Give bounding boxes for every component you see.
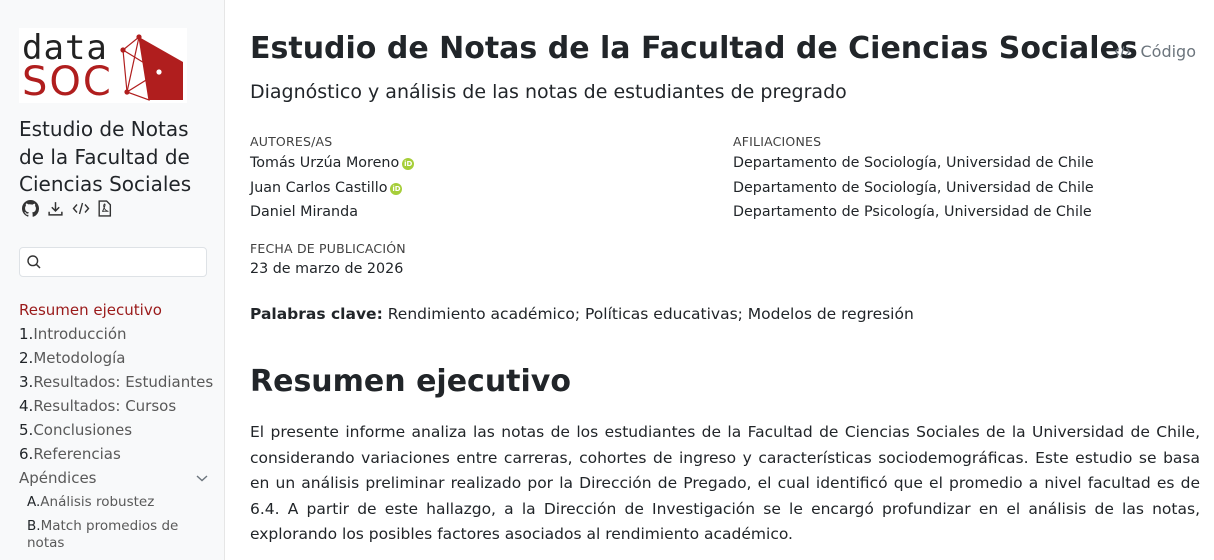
code-icon bbox=[1114, 42, 1136, 61]
toc-item-label: Resumen ejecutivo bbox=[19, 301, 162, 319]
toc-subitem-analisis-robustez[interactable] bbox=[19, 494, 209, 512]
toc-item-number: 2. bbox=[19, 349, 34, 367]
logo-word-bottom: SOC bbox=[22, 59, 113, 105]
sidebar-title[interactable]: Estudio de Notas de la Facultad de Ciencias Sociales bbox=[19, 117, 192, 196]
search-box[interactable] bbox=[19, 247, 207, 277]
date-header: FECHA DE PUBLICACIÓN bbox=[250, 241, 406, 256]
author-name-text: Tomás Urzúa Moreno bbox=[250, 155, 400, 171]
toc-item-label: Introducción bbox=[33, 325, 127, 343]
search-icon bbox=[26, 254, 42, 274]
toc-item-apendices[interactable] bbox=[19, 466, 209, 490]
affiliation: Departamento de Sociología, Universidad de Chile bbox=[733, 179, 1094, 196]
main-content bbox=[250, 0, 1200, 560]
sidebar bbox=[0, 0, 225, 560]
authors-block bbox=[250, 134, 414, 225]
section-paragraph: El presente informe analiza las notas de los estudiantes de la Facultad de Ciencias Sociales de la Universidad de Chile, considerando variaciones entre carreras, cohortes de ingreso y características sociodemográficas. Este estudio se basa en un análisis preliminar realizado por la Dirección de Pregado, el cual identificó que el promedio a nivel facultad es de 6.4. A partir de este hallazgo, a la Dirección de Investigación se le encargó profundizar en el análisis de las notas, explorando los posibles factores asociados al rendimiento académico. bbox=[250, 423, 1200, 543]
datasoc-logo[interactable] bbox=[19, 28, 187, 103]
table-of-contents bbox=[19, 298, 214, 553]
page-subtitle: Diagnóstico y análisis de las notas de estudiantes de pregrado bbox=[250, 81, 847, 103]
toc-item-label: Análisis robustez bbox=[40, 494, 155, 510]
orcid-icon[interactable]: iD bbox=[404, 160, 413, 168]
publication-date: 23 de marzo de 2026 bbox=[250, 261, 404, 277]
toc-item-label: Apéndices bbox=[19, 469, 97, 487]
code-button-label: Código bbox=[1140, 42, 1196, 61]
affiliation: Departamento de Sociología, Universidad de Chile bbox=[733, 155, 1094, 171]
toc-item-introduccion[interactable] bbox=[19, 322, 209, 346]
publication-date-block bbox=[250, 241, 406, 282]
logo-network-icon bbox=[119, 32, 185, 102]
orcid-icon[interactable]: iD bbox=[392, 184, 401, 193]
keywords-label: Palabras clave: bbox=[250, 305, 383, 323]
toc-item-resultados-estudiantes[interactable] bbox=[19, 370, 214, 394]
author-name-text: Juan Carlos Castillo bbox=[250, 179, 388, 196]
toc-item-number: 6. bbox=[19, 445, 34, 463]
toc-item-referencias[interactable] bbox=[19, 442, 209, 466]
toc-item-number: 5. bbox=[19, 421, 34, 439]
section-heading: Resumen ejecutivo bbox=[250, 364, 571, 399]
toc-item-conclusiones[interactable] bbox=[19, 418, 209, 442]
keywords-text: Rendimiento académico; Políticas educativas; Modelos de regresión bbox=[387, 305, 914, 323]
github-icon[interactable] bbox=[22, 200, 39, 217]
sidebar-tools bbox=[22, 200, 114, 217]
author-name bbox=[250, 151, 414, 176]
toc-item-label: Metodología bbox=[33, 349, 126, 367]
pdf-icon[interactable] bbox=[97, 200, 114, 217]
toc-item-number: 3. bbox=[19, 373, 34, 391]
affiliation: Departamento de Psicología, Universidad de Chile bbox=[733, 204, 1092, 220]
toc-item-resumen-ejecutivo[interactable] bbox=[19, 298, 209, 322]
authors-header: AUTORES/AS bbox=[250, 134, 333, 149]
keywords bbox=[250, 303, 914, 325]
toc-item-number: 1. bbox=[19, 325, 34, 343]
author-name bbox=[250, 200, 414, 225]
toc-item-label: Match promedios de notas bbox=[27, 517, 179, 551]
toc-item-number: B. bbox=[27, 517, 41, 534]
toc-item-label: Resultados: Cursos bbox=[33, 397, 177, 415]
download-icon[interactable] bbox=[47, 200, 64, 217]
search-input[interactable] bbox=[46, 251, 200, 275]
affiliations-block bbox=[733, 134, 1094, 225]
toc-item-resultados-cursos[interactable] bbox=[19, 394, 209, 418]
toc-item-label: Referencias bbox=[33, 445, 121, 463]
logo-word-top: data bbox=[22, 28, 108, 68]
toc-item-number: A. bbox=[27, 494, 41, 510]
affiliations-header: AFILIACIONES bbox=[733, 134, 822, 149]
toc-item-label: Conclusiones bbox=[33, 421, 133, 439]
toc-subitem-match-promedios[interactable] bbox=[19, 518, 209, 553]
code-icon[interactable] bbox=[72, 200, 89, 217]
author-name bbox=[250, 176, 414, 201]
author-name-text: Daniel Miranda bbox=[250, 204, 358, 220]
chevron-down-icon[interactable] bbox=[195, 466, 209, 490]
toc-item-metodologia[interactable] bbox=[19, 346, 209, 370]
page-title: Estudio de Notas de la Facultad de Ciencias Sociales bbox=[250, 31, 1138, 66]
toc-item-number: 4. bbox=[19, 397, 34, 415]
toc-item-label: Resultados: Estudiantes bbox=[33, 373, 214, 391]
code-button[interactable] bbox=[1114, 42, 1196, 61]
